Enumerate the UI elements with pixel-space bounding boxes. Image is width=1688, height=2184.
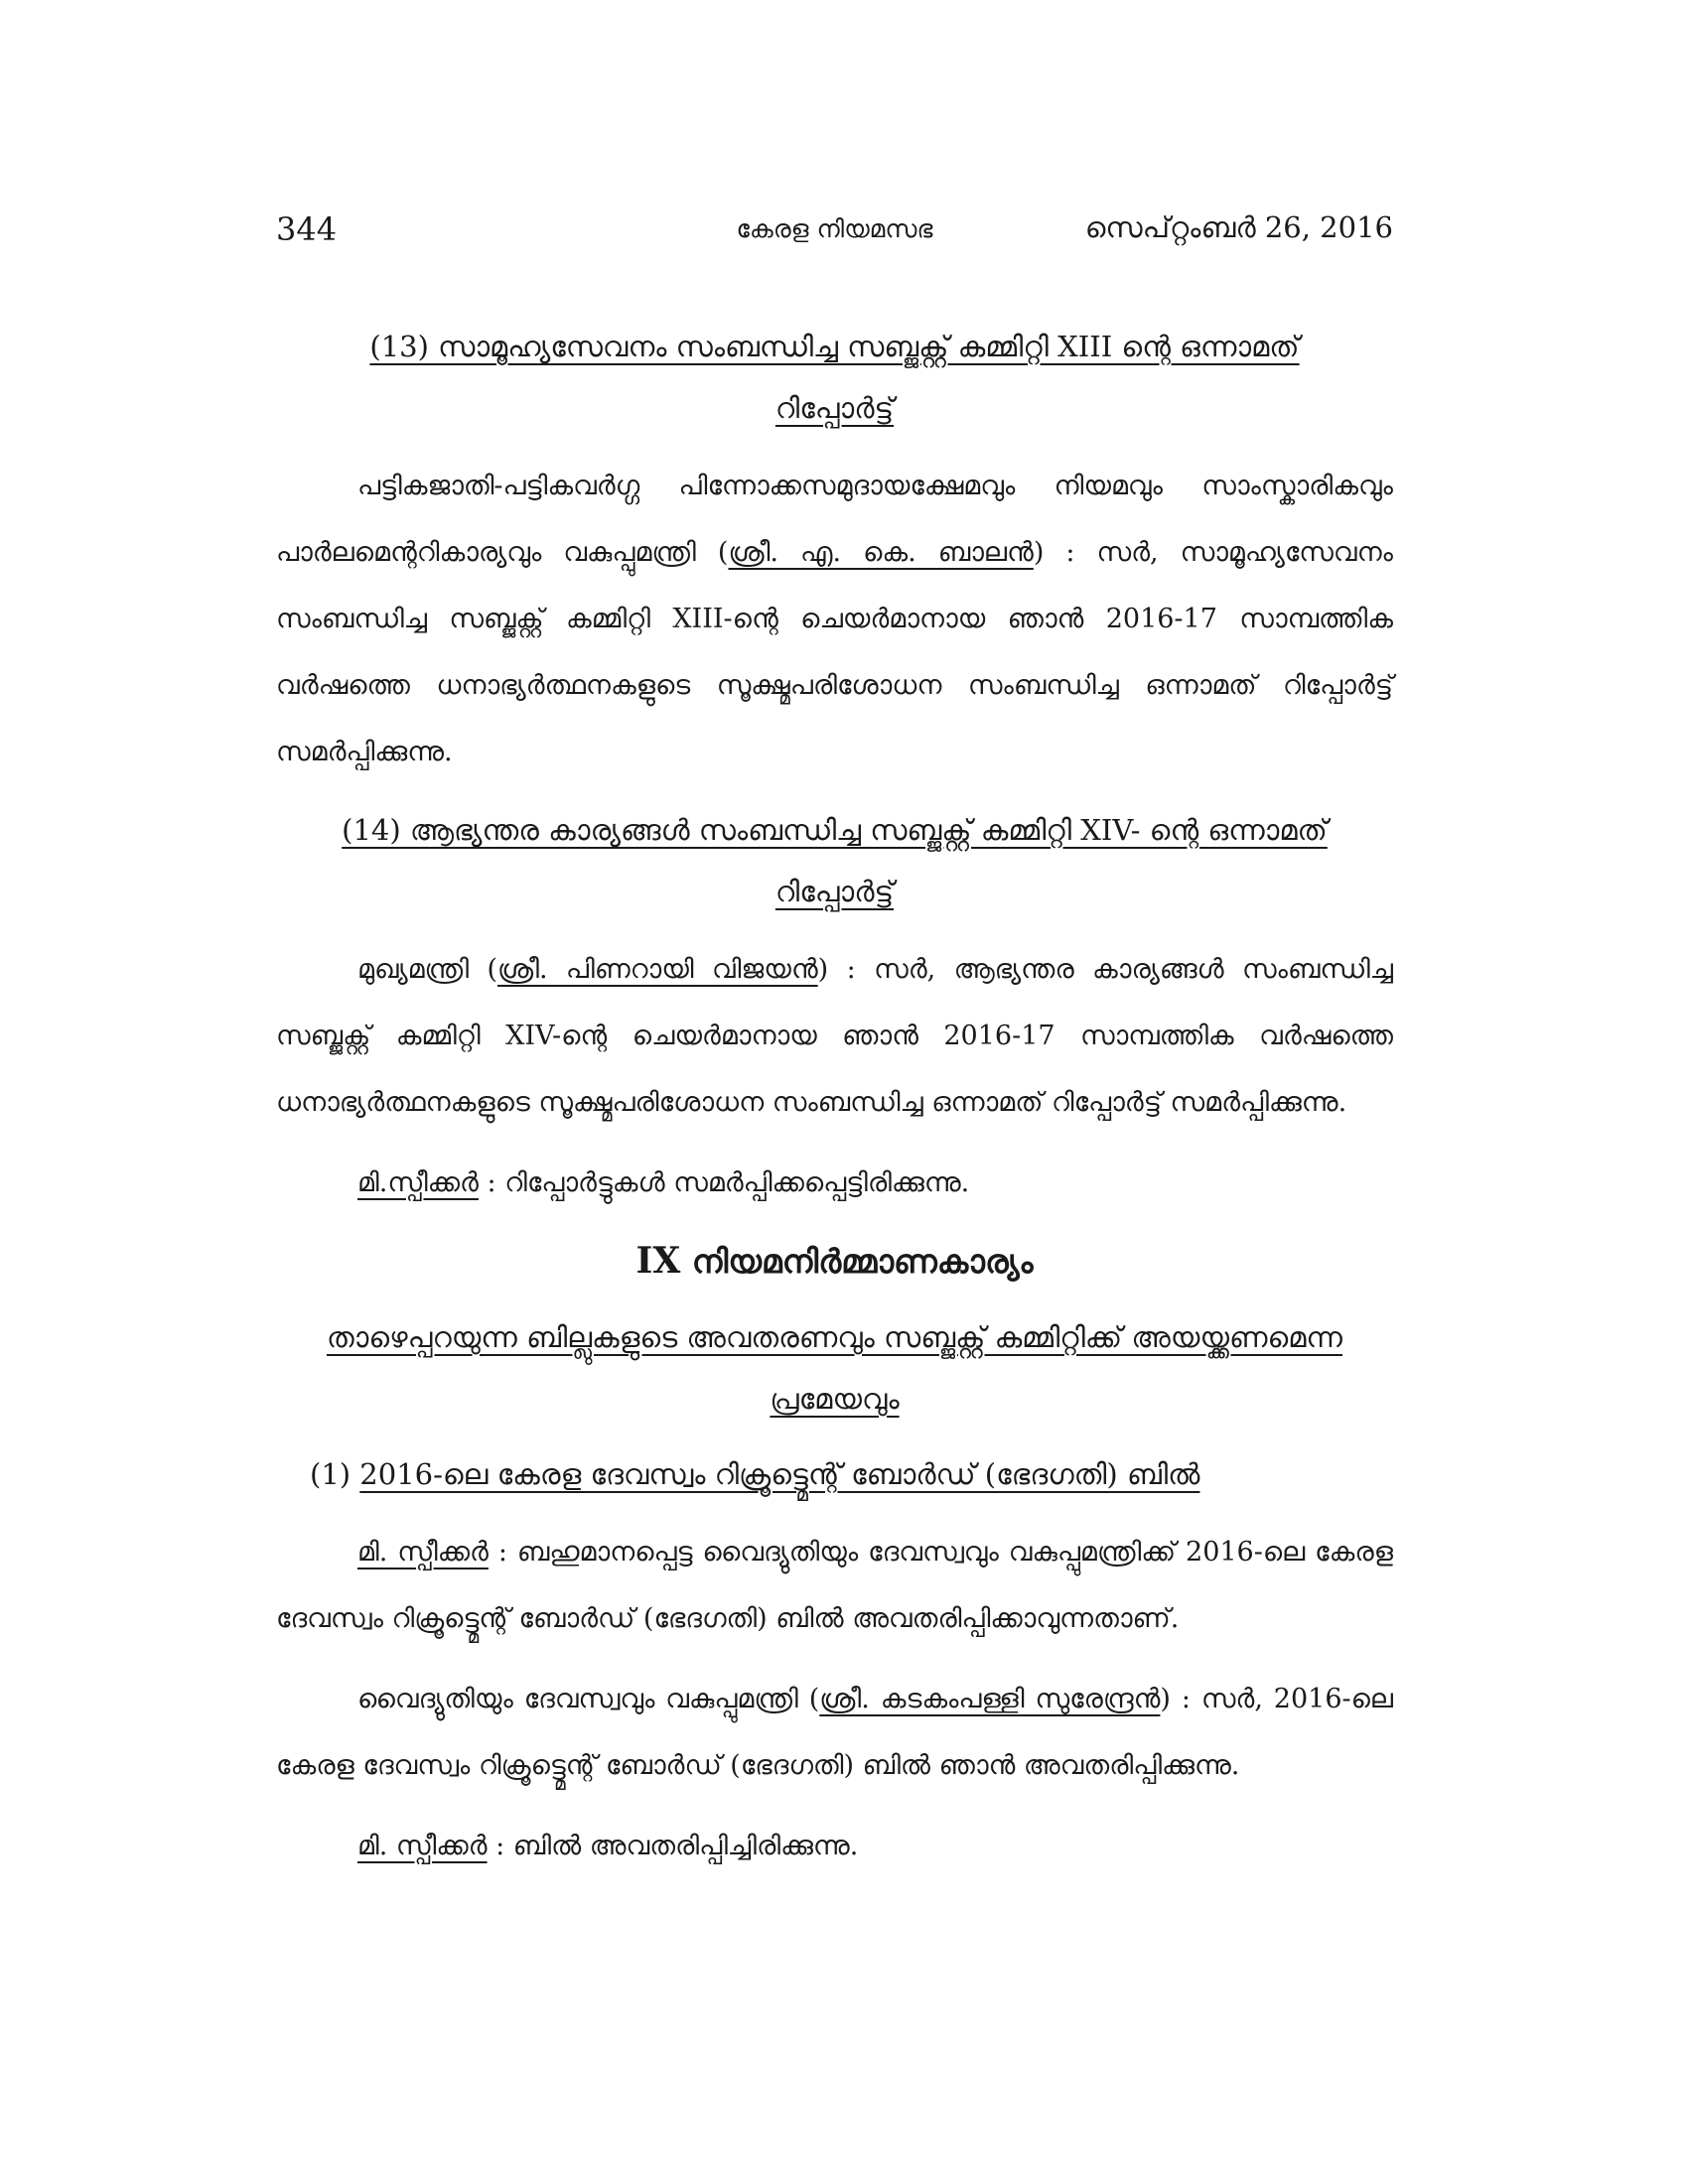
page-number: 344 — [276, 210, 338, 248]
motion-heading-line2: പ്രമേയവും — [770, 1382, 900, 1416]
speaker-name: മി.സ്പീക്കർ — [357, 1167, 479, 1198]
page-date: സെപ്റ്റംബർ 26, 2016 — [1084, 210, 1393, 244]
statement-prefix: പട്ടികജാതി-പട്ടികവർഗ്ഗ പിന്നോക്കസമുദായക്ഷേമവും നിയമവും സാംസ്കാരികവും പാർലമെന്ററികാര്യവും വകുപ്പുമന്ത്രി ( — [276, 471, 1393, 568]
motion-heading-line1: താഴെപ്പറയുന്ന ബില്ലുകളുടെ അവതരണവും സബ്ജക്റ്റ് കമ്മിറ്റിക്ക് അയയ്ക്കണമെന്ന — [327, 1320, 1342, 1354]
minister-statement — [276, 1666, 1393, 1799]
page-body — [276, 316, 1393, 1879]
statement-prefix: മുഖ്യമന്ത്രി ( — [357, 954, 497, 985]
speaker-statement-1 — [276, 1150, 1393, 1216]
speaker-name: മി. സ്പീക്കർ — [357, 1831, 488, 1861]
part-9-name: നിയമനിർമ്മാണകാര്യം — [680, 1242, 1034, 1281]
minister-name: ശ്രീ. പിണറായി വിജയൻ — [496, 954, 818, 985]
speaker-text: : ബഹുമാനപ്പെട്ട വൈദ്യുതിയും ദേവസ്വവും വകുപ്പുമന്ത്രിക്ക് 2016-ലെ കേരള ദേവസ്വം റിക്രൂട്ട്മെന്റ് ബോർഡ് (ഭേദഗതി) ബിൽ അവതരിപ്പിക്കാവുന്നതാണ്. — [276, 1537, 1393, 1634]
statement-text: ) : സർ, സാമൂഹ്യസേവനം സംബന്ധിച്ച സബ്ജക്റ്റ് കമ്മിറ്റി XIII-ന്റെ ചെയർമാനായ ഞാൻ 2016-17 സാമ്പത്തിക വർഷത്തെ ധനാഭ്യർത്ഥനകളുടെ സൂക്ഷ്മപരിശോധന സംബന്ധിച്ച ഒന്നാമത് റിപ്പോർട്ട് സമർപ്പിക്കുന്നു. — [276, 537, 1393, 767]
statement-text: ) : സർ, 2016-ലെ കേരള ദേവസ്വം റിക്രൂട്ട്മെന്റ് ബോർഡ് (ഭേദഗതി) ബിൽ ഞാൻ അവതരിപ്പിക്കുന്നു. — [276, 1684, 1393, 1781]
section-14-heading-line1: (14) ആഭ്യന്തര കാര്യങ്ങൾ സംബന്ധിച്ച സബ്ജക്റ്റ് കമ്മിറ്റി XIV- ന്റെ ഒന്നാമത് — [342, 813, 1328, 847]
bill-1-title — [310, 1443, 1393, 1505]
section-13-heading-line2: റിപ്പോർട്ട് — [774, 391, 895, 425]
section-14-statement — [276, 936, 1393, 1136]
statement-text: ) : സർ, ആഭ്യന്തര കാര്യങ്ങൾ സംബന്ധിച്ച സബ്ജക്റ്റ് കമ്മിറ്റി XIV-ന്റെ ചെയർമാനായ ഞാൻ 2016-17 സാമ്പത്തിക വർഷത്തെ ധനാഭ്യർത്ഥനകളുടെ സൂക്ഷ്മപരിശോധന സംബന്ധിച്ച ഒന്നാമത് റിപ്പോർട്ട് സമർപ്പിക്കുന്നു. — [276, 954, 1393, 1118]
section-13-heading-line1: (13) സാമൂഹ്യസേവനം സംബന്ധിച്ച സബ്ജക്റ്റ് കമ്മിറ്റി XIII ന്റെ ഒന്നാമത് — [369, 330, 1300, 363]
minister-name: ശ്രീ. എ. കെ. ബാലൻ — [728, 537, 1034, 568]
page-header — [276, 210, 1393, 260]
part-9-title — [276, 1230, 1393, 1293]
section-14-heading-line2: റിപ്പോർട്ട് — [774, 875, 895, 908]
speaker-text: : ബിൽ അവതരിപ്പിച്ചിരിക്കുന്നു. — [487, 1831, 859, 1861]
statement-prefix: വൈദ്യുതിയും ദേവസ്വവും വകുപ്പുമന്ത്രി ( — [357, 1684, 820, 1714]
section-14-heading — [276, 799, 1393, 922]
section-13-statement — [276, 453, 1393, 785]
motion-heading — [276, 1306, 1393, 1430]
speaker-statement-3 — [276, 1813, 1393, 1879]
section-13-heading — [276, 316, 1393, 439]
minister-name: ശ്രീ. കടകംപള്ളി സുരേന്ദ്രൻ — [819, 1684, 1161, 1714]
speaker-text: : റിപ്പോർട്ടുകൾ സമർപ്പിക്കപ്പെട്ടിരിക്കുന്നു. — [478, 1167, 970, 1198]
part-9-roman: IX — [635, 1240, 681, 1282]
running-title: കേരള നിയമസഭ — [736, 214, 933, 243]
bill-name: 2016-ലെ കേരള ദേവസ്വം റിക്രൂട്ട്മെന്റ് ബോർഡ് (ഭേദഗതി) ബിൽ — [359, 1457, 1200, 1491]
speaker-name: മി. സ്പീക്കർ — [357, 1537, 489, 1568]
speaker-statement-2 — [276, 1519, 1393, 1652]
bill-number: (1) — [310, 1457, 360, 1491]
